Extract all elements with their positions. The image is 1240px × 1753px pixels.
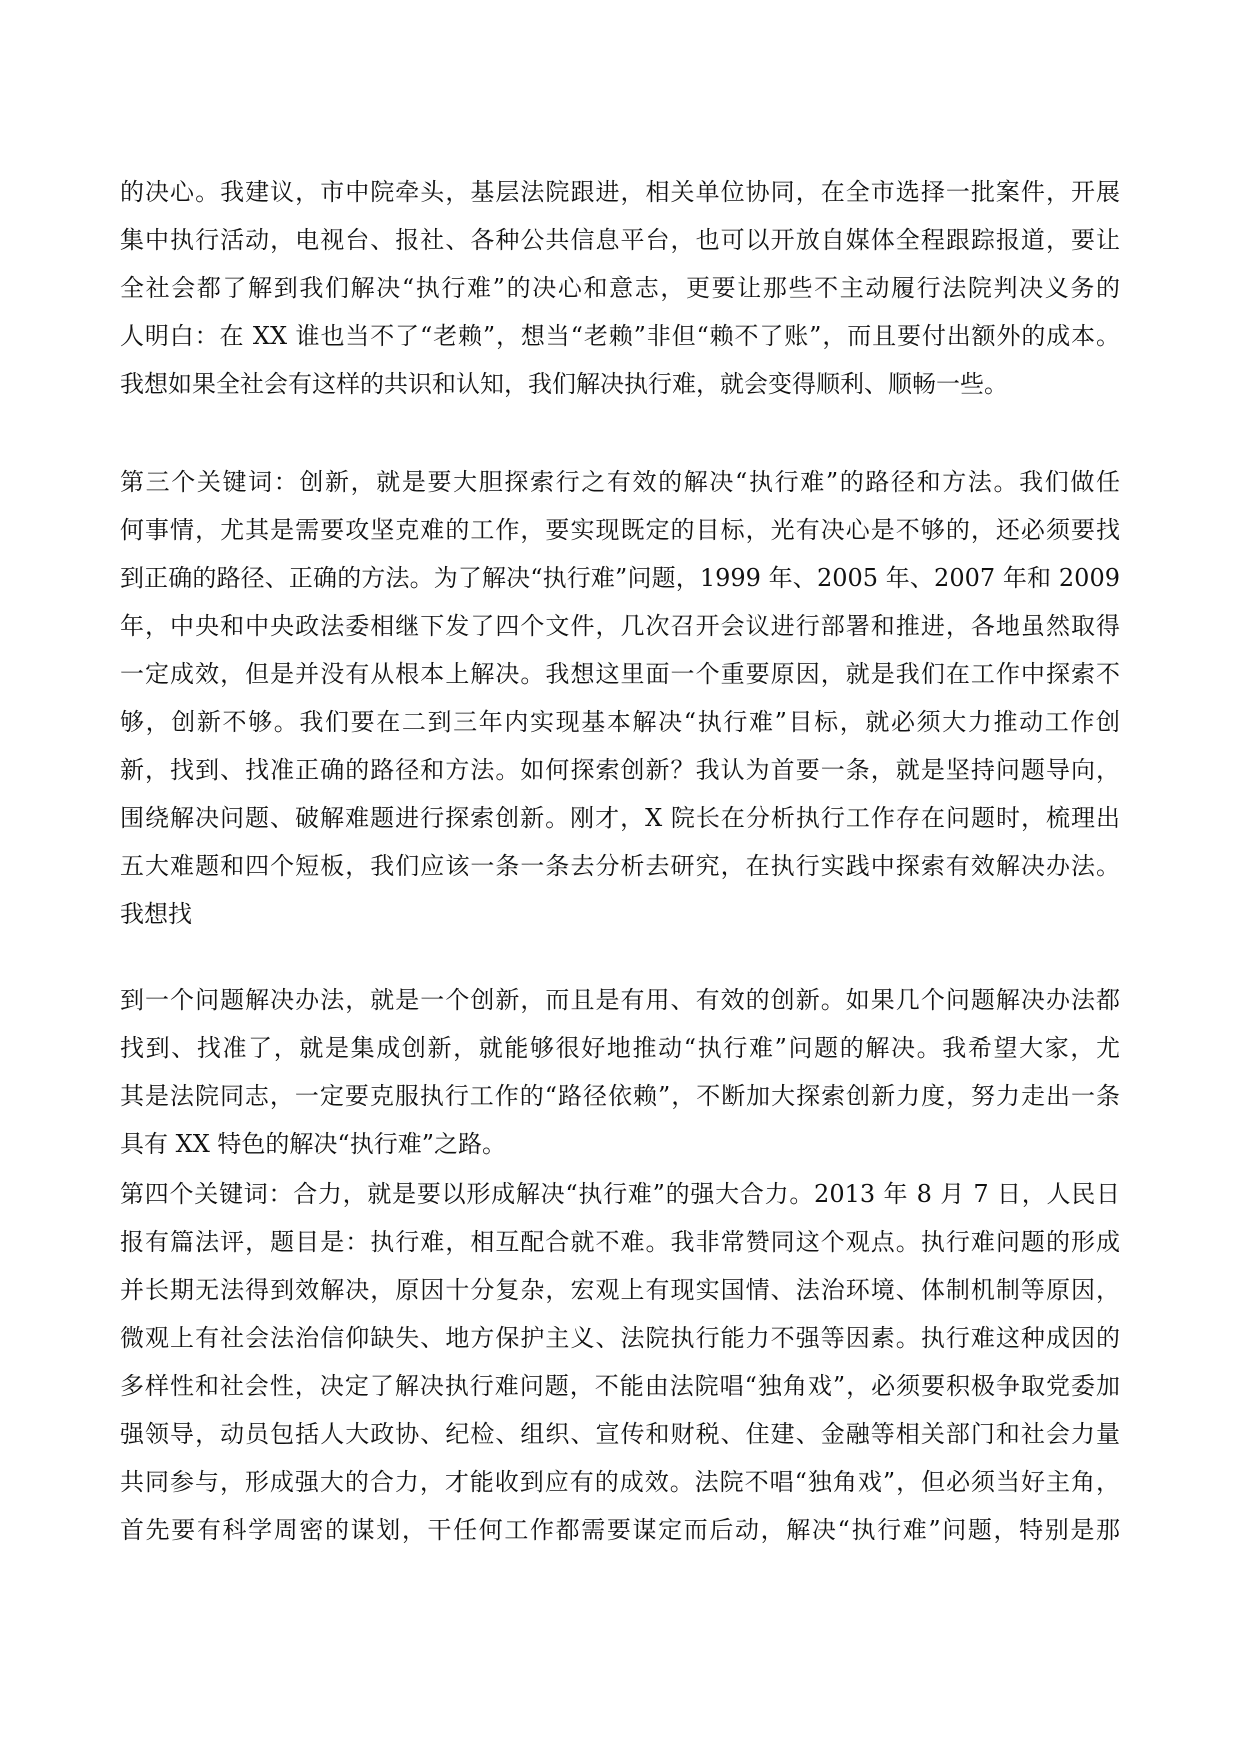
text-line: 到正确的路径、正确的方法。为了解决“执行难”问题，1999 年、2005 年、2007 年和 2009: [120, 564, 1120, 592]
text-line: 全社会都了解到我们解决“执行难”的决心和意志，更要让那些不主动履行法院判决义务的: [120, 274, 1120, 302]
text-line: 多样性和社会性，决定了解决执行难问题，不能由法院唱“独角戏”，必须要积极争取党委加: [120, 1372, 1120, 1400]
text-line: 一定成效，但是并没有从根本上解决。我想这里面一个重要原因，就是我们在工作中探索不: [120, 660, 1120, 688]
text-line: 共同参与，形成强大的合力，才能收到应有的成效。法院不唱“独角戏”，但必须当好主角，: [120, 1468, 1120, 1496]
text-line: 五大难题和四个短板，我们应该一条一条去分析去研究，在执行实践中探索有效解决办法。: [120, 852, 1120, 880]
text-line: 强领导，动员包括人大政协、纪检、组织、宣传和财税、住建、金融等相关部门和社会力量: [120, 1420, 1120, 1448]
text-line: 找到、找准了，就是集成创新，就能够很好地推动“执行难”问题的解决。我希望大家，尤: [120, 1034, 1120, 1062]
text-line: 集中执行活动，电视台、报社、各种公共信息平台，也可以开放自媒体全程跟踪报道，要让: [120, 226, 1120, 254]
text-line: 我想找: [120, 900, 192, 928]
text-line: 微观上有社会法治信仰缺失、地方保护主义、法院执行能力不强等因素。执行难这种成因的: [120, 1324, 1120, 1352]
text-line: 第四个关键词：合力，就是要以形成解决“执行难”的强大合力。2013 年 8 月 7 日，人民日: [120, 1180, 1120, 1208]
paragraph-innovation-continued: [120, 976, 1120, 1168]
text-line: 的决心。我建议，市中院牵头，基层法院跟进，相关单位协同，在全市选择一批案件，开展: [120, 178, 1120, 206]
text-line: 围绕解决问题、破解难题进行探索创新。刚才，X 院长在分析执行工作存在问题时，梳理出: [120, 804, 1120, 832]
text-line: 年，中央和中央政法委相继下发了四个文件，几次召开会议进行部署和推进，各地虽然取得: [120, 612, 1120, 640]
paragraph-resolve: [120, 168, 1120, 408]
text-line: 到一个问题解决办法，就是一个创新，而且是有用、有效的创新。如果几个问题解决办法都: [120, 986, 1120, 1014]
text-line: 并长期无法得到效解决，原因十分复杂，宏观上有现实国情、法治环境、体制机制等原因，: [120, 1276, 1120, 1304]
text-line: 第三个关键词：创新，就是要大胆探索行之有效的解决“执行难”的路径和方法。我们做任: [120, 468, 1120, 496]
text-line: 新，找到、找准正确的路径和方法。如何探索创新？我认为首要一条，就是坚持问题导向，: [120, 756, 1120, 784]
text-line: 其是法院同志，一定要克服执行工作的“路径依赖”，不断加大探索创新力度，努力走出一条: [120, 1082, 1120, 1110]
text-line: 够，创新不够。我们要在二到三年内实现基本解决“执行难”目标，就必须大力推动工作创: [120, 708, 1120, 736]
text-line: 具有 XX 特色的解决“执行难”之路。: [120, 1130, 506, 1158]
text-line: 首先要有科学周密的谋划，干任何工作都需要谋定而后动，解决“执行难”问题，特别是那: [120, 1516, 1120, 1544]
text-line: 报有篇法评，题目是：执行难，相互配合就不难。我非常赞同这个观点。执行难问题的形成: [120, 1228, 1120, 1256]
text-line: 我想如果全社会有这样的共识和认知，我们解决执行难，就会变得顺利、顺畅一些。: [120, 370, 1008, 398]
text-line: 人明白：在 XX 谁也当不了“老赖”，想当“老赖”非但“赖不了账”，而且要付出额外的成本。: [120, 322, 1120, 350]
paragraph-keyword-synergy: [120, 1170, 1120, 1554]
paragraph-keyword-innovation: [120, 458, 1120, 938]
text-line: 何事情，尤其是需要攻坚克难的工作，要实现既定的目标，光有决心是不够的，还必须要找: [120, 516, 1120, 544]
